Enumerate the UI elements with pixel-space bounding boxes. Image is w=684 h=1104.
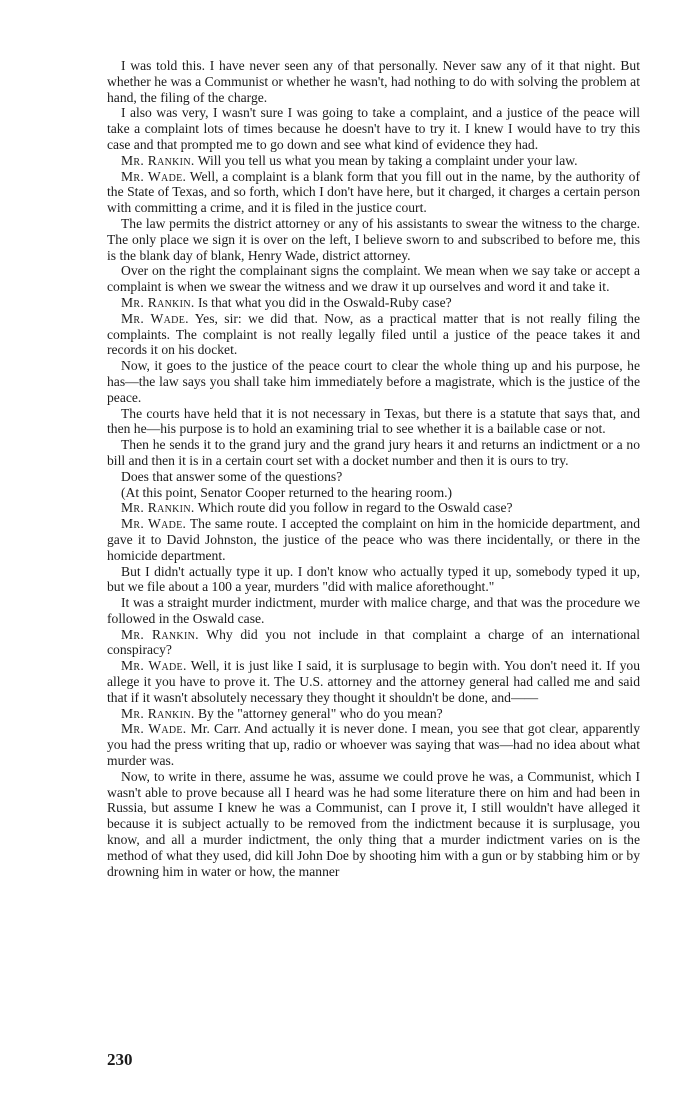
paragraph-text: Well, it is just like I said, it is surplusage to begin with. You don't need it. If you allege it you have to prove it. The U.S. attorney and the attorney general had called me and said that if it wasn't absolutely necessary they thought it shouldn't be done, and—— [107,658,641,705]
paragraph [107,706,640,722]
speaker-name: Mr. Wade. [121,516,187,532]
paragraph [107,516,640,563]
paragraph [107,500,640,516]
paragraph [107,469,640,485]
paragraph-text: Now, it goes to the justice of the peace court to clear the whole thing up and his purpose, he has—the law says you shall take him immediately before a magistrate, which is the justice of the peace. [107,358,640,405]
paragraph [107,263,640,295]
paragraph-text: The courts have held that it is not necessary in Texas, but there is a statute that says that, and then he—his purpose is to hold an examining trial to see whether it is a bailable case or not. [107,405,640,437]
paragraph-text: Why did you not include in that complaint a charge of an international conspiracy? [107,626,640,658]
paragraph [107,358,640,405]
paragraph [107,58,640,105]
speaker-name: Mr. Rankin. [121,705,195,721]
paragraph-text: The law permits the district attorney or any of his assistants to swear the witness to the charge. The only place we sign it is over on the left, I believe sworn to and subscribed to before me, this is the blank day of blank, Henry Wade, district attorney. [107,215,640,263]
paragraph-text: Will you tell us what you mean by taking a complaint under your law. [194,152,578,168]
paragraph-text: I also was very, I wasn't sure I was going to take a complaint, and a justice of the peace will take a complaint lots of times because he doesn't have to try it. I knew I would have to try this case and that prompted me to go down and see what kind of evidence they had. [107,105,640,152]
paragraph-text: Does that answer some of the questions? [121,468,343,484]
paragraph [107,406,640,438]
paragraph-text: (At this point, Senator Cooper returned to the hearing room.) [121,484,453,500]
paragraph [107,153,640,169]
paragraph [107,564,640,596]
paragraph-text: The same route. I accepted the complaint on him in the homicide department, and gave it to David Johnston, the justice of the peace who was there incidentally, or there in the homicide department. [107,516,640,563]
paragraph [107,216,640,263]
transcript-body [107,58,640,879]
paragraph-text: Yes, sir: we did that. Now, as a practical matter that is not really filing the complaints. The complaint is not really legally filed until a justice of the peace takes it and records it on his docket. [107,310,641,358]
paragraph [107,105,640,152]
paragraph [107,311,640,358]
paragraph [107,627,640,659]
paragraph-text: Which route did you follow in regard to the Oswald case? [194,500,513,516]
paragraph [107,595,640,627]
speaker-name: Mr. Wade. [121,310,189,326]
speaker-name: Mr. Wade. [121,168,187,184]
speaker-name: Mr. Rankin. [121,500,195,516]
paragraph-text: I was told this. I have never seen any of that personally. Never saw any of it that night. But whether he was a Communist or whether he wasn't, had nothing to do with solving the problem at hand, the filing of the charge. [107,58,640,105]
paragraph-text: Well, a complaint is a blank form that you fill out in the name, by the authority of the State of Texas, and so forth, which I don't have here, but it charged, it charges a certain person with committing a crime, and it is filed in the justice court. [107,168,640,216]
paragraph-text: Now, to write in there, assume he was, assume we could prove he was, a Communist, which I wasn't able to prove because all I heard was he had some literature there on him and had been in Russia, but assume I knew he was a Communist, can I prove it, I still wouldn't have alleged it because it is subject actually to be removed from the indictment because it is surplusage, you know, and all a murder indictment, the only thing that a murder indictment varies on is the method of what they used, did kill John Doe by shooting him with a gun or by stabbing him or by drowning him in water or how, the manner [107,768,640,879]
paragraph [107,437,640,469]
speaker-name: Mr. Rankin. [121,294,195,310]
paragraph [107,721,640,768]
speaker-name: Mr. Rankin. [121,152,195,168]
speaker-name: Mr. Wade. [121,721,187,737]
paragraph [107,295,640,311]
paragraph-text: Is that what you did in the Oswald-Ruby case? [194,294,452,310]
speaker-name: Mr. Wade. [121,658,187,674]
paragraph-text: It was a straight murder indictment, murder with malice charge, and that was the procedure we followed in the Oswald case. [107,595,640,626]
paragraph-text: Then he sends it to the grand jury and the grand jury hears it and returns an indictment or a no bill and then it is in a certain court set with a docket number and then it is ours to try. [107,437,640,468]
paragraph [107,769,640,880]
paragraph-text: Over on the right the complainant signs the complaint. We mean when we say take or accept a complaint is when we swear the witness and we draw it up ourselves and word it and take it. [107,263,640,295]
speaker-name: Mr. Rankin. [121,626,199,642]
paragraph-text: But I didn't actually type it up. I don't know who actually typed it up, somebody typed it up, but we file about a 100 a year, murders "did with malice aforethought." [107,563,640,595]
page-number: 230 [107,1050,133,1069]
paragraph-text: Mr. Carr. And actually it is never done. I mean, you see that got clear, apparently you had the press writing that up, radio or whoever was saying that was—had no idea about what murder was. [107,721,640,769]
paragraph [107,485,640,501]
paragraph-text: By the "attorney general" who do you mean? [194,705,443,721]
paragraph [107,169,640,216]
paragraph [107,658,640,705]
